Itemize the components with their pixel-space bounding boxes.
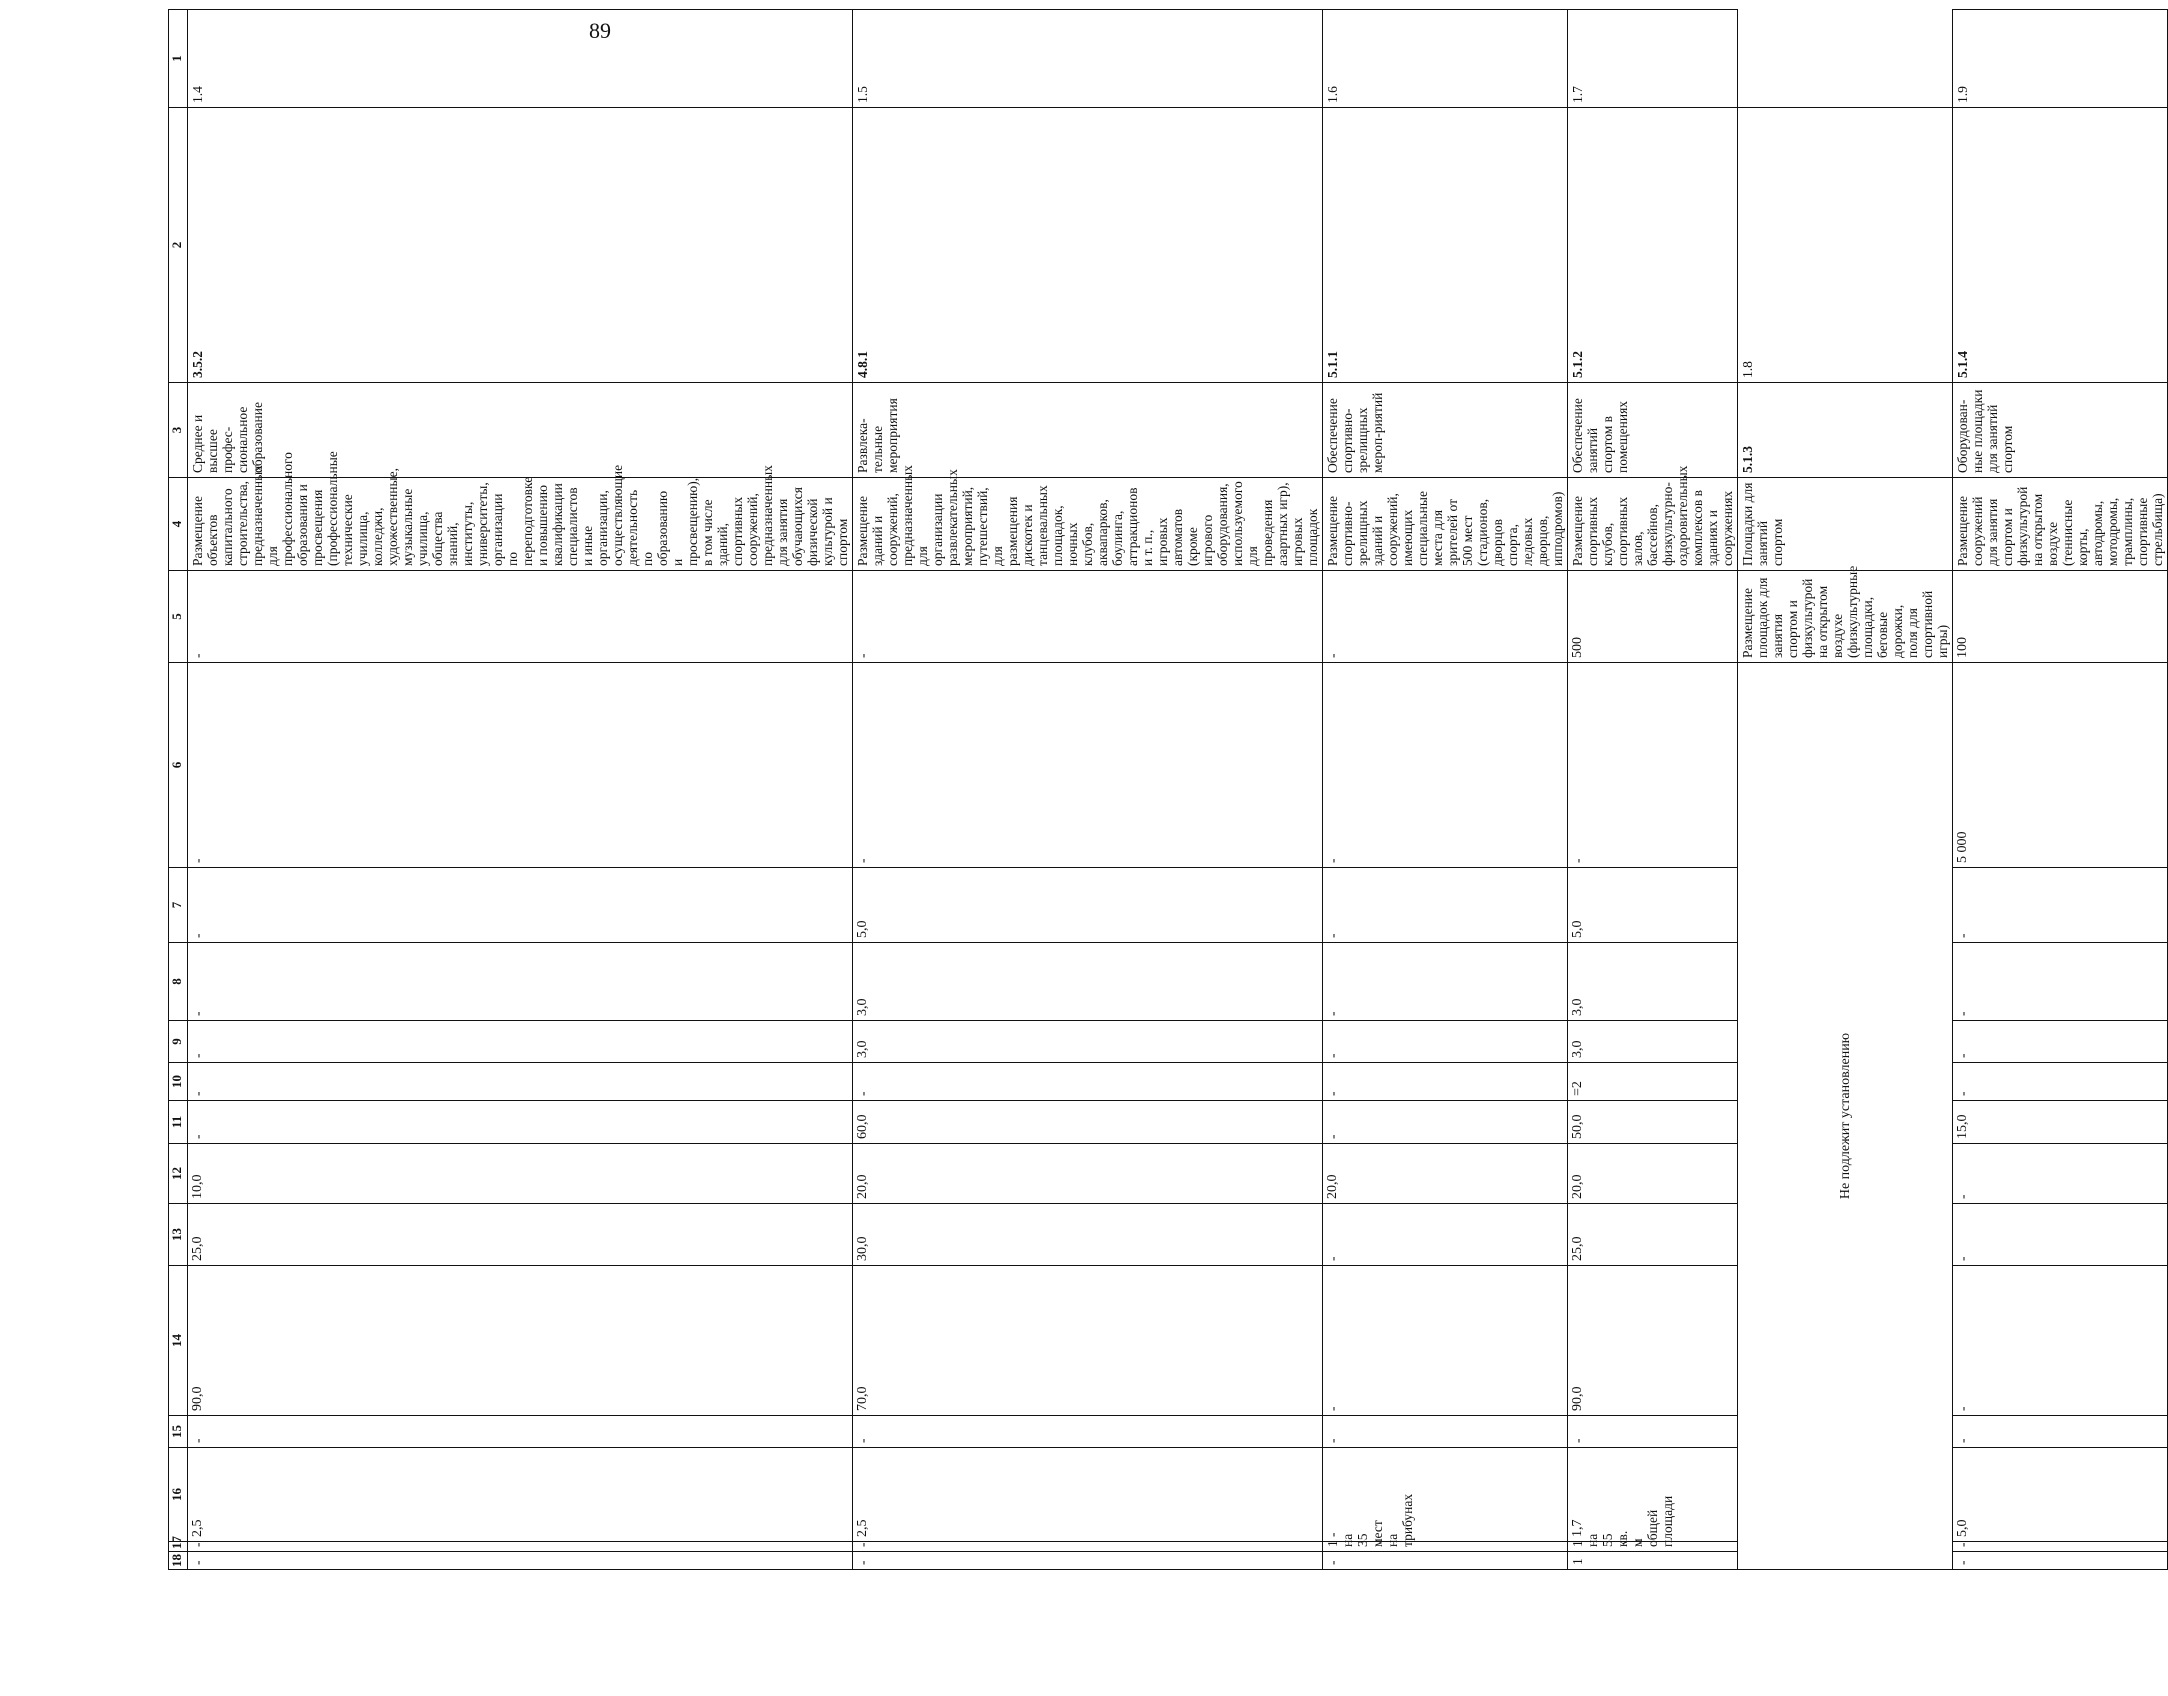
header-cell-13: 13 <box>169 1204 188 1266</box>
cell-col10: - <box>1953 1063 2168 1101</box>
cell-col10: - <box>1323 1063 1568 1101</box>
cell-col8: - <box>188 943 853 1021</box>
cell-col8: - <box>1953 943 2168 1021</box>
table-row <box>1953 10 2168 1570</box>
header-cell-15: 15 <box>169 1416 188 1448</box>
header-cell-6: 6 <box>169 663 188 868</box>
cell-col14: - <box>1953 1266 2168 1416</box>
cell-col5: 500 <box>1568 571 1738 663</box>
cell-col17: - <box>853 1542 1323 1552</box>
cell-col2: 3.5.2 <box>188 108 853 383</box>
cell-col4: Размещение спортивных клубов, спортивных залов, бассейнов, физкультурно-оздоровительных комплексов в зданиях и сооружениях <box>1568 478 1738 571</box>
cell-col3: Среднее и высшее профес-сиональное образование <box>188 383 853 478</box>
cell-col12: - <box>1953 1144 2168 1204</box>
table-row <box>1738 10 1953 1570</box>
header-cell-18: 18 <box>169 1552 188 1570</box>
cell-col18: 1 <box>1568 1552 1738 1570</box>
cell-col1: 1.4 <box>188 10 853 108</box>
cell-col8: 3,0 <box>1568 943 1738 1021</box>
cell-col1: 1.8 <box>1738 108 1953 383</box>
cell-col3: Обеспечение спортивно-зрелищных мероп-риятий <box>1323 383 1568 478</box>
cell-col17: 1 на 35 мест на трибунах <box>1323 1542 1568 1552</box>
cell-col2: 4.8.1 <box>853 108 1323 383</box>
cell-col14: 70,0 <box>853 1266 1323 1416</box>
cell-col13: - <box>1323 1204 1568 1266</box>
cell-col8: - <box>1323 943 1568 1021</box>
header-cell-5: 5 <box>169 571 188 663</box>
cell-col6: - <box>1568 663 1738 868</box>
cell-col18: - <box>853 1552 1323 1570</box>
cell-col18: - <box>1953 1552 2168 1570</box>
cell-col6: - <box>1323 663 1568 868</box>
cell-col6: 5 000 <box>1953 663 2168 868</box>
cell-col5: 100 <box>1953 571 2168 663</box>
cell-col9: - <box>1953 1021 2168 1063</box>
header-cell-8: 8 <box>169 943 188 1021</box>
header-cell-14: 14 <box>169 1266 188 1416</box>
table-body <box>188 10 2168 1570</box>
cell-col5: - <box>1323 571 1568 663</box>
cell-col11: 50,0 <box>1568 1101 1738 1144</box>
cell-col5: - <box>853 571 1323 663</box>
cell-col15: - <box>1953 1416 2168 1448</box>
cell-col13: 30,0 <box>853 1204 1323 1266</box>
header-cell-11: 11 <box>169 1101 188 1144</box>
zoning-regulations-table <box>168 9 2168 1570</box>
cell-col14: 90,0 <box>188 1266 853 1416</box>
cell-col7: - <box>1323 868 1568 943</box>
cell-col4: Размещение зданий и сооружений, предназначенных для организации развлекательных мероприятий, путешествий, для размещения дискотек и танцевальных площадок, ночных клубов, аквапарков, боулинга, аттракционов и т. п., игровых автоматов (кроме игрового оборудования, используемого для проведения азартных игр), игровых площадок <box>853 478 1323 571</box>
cell-col2: 5.1.3 <box>1738 383 1953 478</box>
cell-col11: - <box>188 1101 853 1144</box>
cell-col12: 10,0 <box>188 1144 853 1204</box>
merged-not-established-cell: Не подлежит установлению <box>1738 663 1953 1570</box>
cell-col15: - <box>1323 1416 1568 1448</box>
cell-col4: Размещение площадок для занятия спортом и физкультурой на открытом воздухе (физкультурные площадки, беговые дорожки, поля для спортивной игры) <box>1738 571 1953 663</box>
cell-col16: 2,5 <box>853 1448 1323 1542</box>
cell-col16: 2,5 <box>188 1448 853 1542</box>
cell-col4: Размещение сооружений для занятия спортом и физкультурой на открытом воздухе (теннисные корты, автодромы, мотодромы, трамплины, спортивные стрельбища) <box>1953 478 2168 571</box>
cell-col4: Размещение спортивно-зрелищных зданий и сооружений, имеющих специальные места для зрителей от 500 мест (стадионов, дворцов спорта, ледовых дворцов, ипподромов) <box>1323 478 1568 571</box>
header-cell-1: 1 <box>169 10 188 108</box>
table-row <box>1323 10 1568 1570</box>
cell-col12: 20,0 <box>853 1144 1323 1204</box>
rotated-table-container <box>168 55 2165 1570</box>
cell-col17: - <box>1953 1542 2168 1552</box>
cell-col16: - <box>1323 1448 1568 1542</box>
cell-col10: - <box>188 1063 853 1101</box>
header-cell-16: 16 <box>169 1448 188 1542</box>
header-cell-17: 17 <box>169 1542 188 1552</box>
cell-col3: Оборудован-ные площадки для занятий спортом <box>1953 383 2168 478</box>
page-number: 89 <box>589 18 611 43</box>
cell-col9: - <box>188 1021 853 1063</box>
cell-col16: 5,0 <box>1953 1448 2168 1542</box>
cell-col7: - <box>1953 868 2168 943</box>
table-row <box>188 10 853 1570</box>
cell-col11: 60,0 <box>853 1101 1323 1144</box>
cell-col1: 1.9 <box>1953 10 2168 108</box>
header-cell-2: 2 <box>169 108 188 383</box>
cell-col2: 5.1.1 <box>1323 108 1568 383</box>
cell-col9: 3,0 <box>853 1021 1323 1063</box>
header-cell-7: 7 <box>169 868 188 943</box>
cell-col18: - <box>1323 1552 1568 1570</box>
cell-col15: - <box>853 1416 1323 1448</box>
cell-col4: Размещение объектов капитального строительства, предназначенных для профессионального образования и просвещения (профессиональные технические училища, колледжи, художественные, музыкальные училища, общества знаний, институты, университеты, организации по переподготовке и повышению квалификации специалистов и иные организации, осуществляющие деятельность по образованию и просвещению), в том числе зданий, спортивных сооружений, предназначенных для занятия обучающихся физической культурой и спортом <box>188 478 853 571</box>
cell-col13: - <box>1953 1204 2168 1266</box>
cell-col3: Площадки для занятий спортом <box>1738 478 1953 571</box>
cell-col15: - <box>1568 1416 1738 1448</box>
cell-col14: 90,0 <box>1568 1266 1738 1416</box>
header-cell-4: 4 <box>169 478 188 571</box>
cell-col14: - <box>1323 1266 1568 1416</box>
cell-col1: 1.5 <box>853 10 1323 108</box>
cell-col11: 15,0 <box>1953 1101 2168 1144</box>
cell-col7: 5,0 <box>853 868 1323 943</box>
cell-col10: - <box>853 1063 1323 1101</box>
cell-col1: 1.7 <box>1568 10 1738 108</box>
cell-col12: 20,0 <box>1568 1144 1738 1204</box>
cell-col10: =2 <box>1568 1063 1738 1101</box>
cell-col13: 25,0 <box>188 1204 853 1266</box>
cell-col15: - <box>188 1416 853 1448</box>
cell-col12: 20,0 <box>1323 1144 1568 1204</box>
cell-col18: - <box>188 1552 853 1570</box>
header-cell-3: 3 <box>169 383 188 478</box>
cell-col6: - <box>853 663 1323 868</box>
cell-col2: 5.1.2 <box>1568 108 1738 383</box>
header-cell-9: 9 <box>169 1021 188 1063</box>
cell-col6: - <box>188 663 853 868</box>
cell-col7: 5,0 <box>1568 868 1738 943</box>
table-row <box>1568 10 1738 1570</box>
cell-col1: 1.6 <box>1323 10 1568 108</box>
cell-col3: Обеспечение занятий спортом в помещениях <box>1568 383 1738 478</box>
cell-col7: - <box>188 868 853 943</box>
cell-col2: 5.1.4 <box>1953 108 2168 383</box>
cell-col17: - <box>188 1542 853 1552</box>
cell-col16: 1,7 <box>1568 1448 1738 1542</box>
cell-col9: - <box>1323 1021 1568 1063</box>
header-cell-12: 12 <box>169 1144 188 1204</box>
cell-col13: 25,0 <box>1568 1204 1738 1266</box>
header-row <box>169 10 188 1570</box>
cell-col8: 3,0 <box>853 943 1323 1021</box>
cell-col11: - <box>1323 1101 1568 1144</box>
table-row <box>853 10 1323 1570</box>
header-cell-10: 10 <box>169 1063 188 1101</box>
cell-col17: 1 на 55 кв. м общей площади <box>1568 1542 1738 1552</box>
cell-col9: 3,0 <box>1568 1021 1738 1063</box>
cell-col3: Развлека-тельные мероприятия <box>853 383 1323 478</box>
cell-col5: - <box>188 571 853 663</box>
